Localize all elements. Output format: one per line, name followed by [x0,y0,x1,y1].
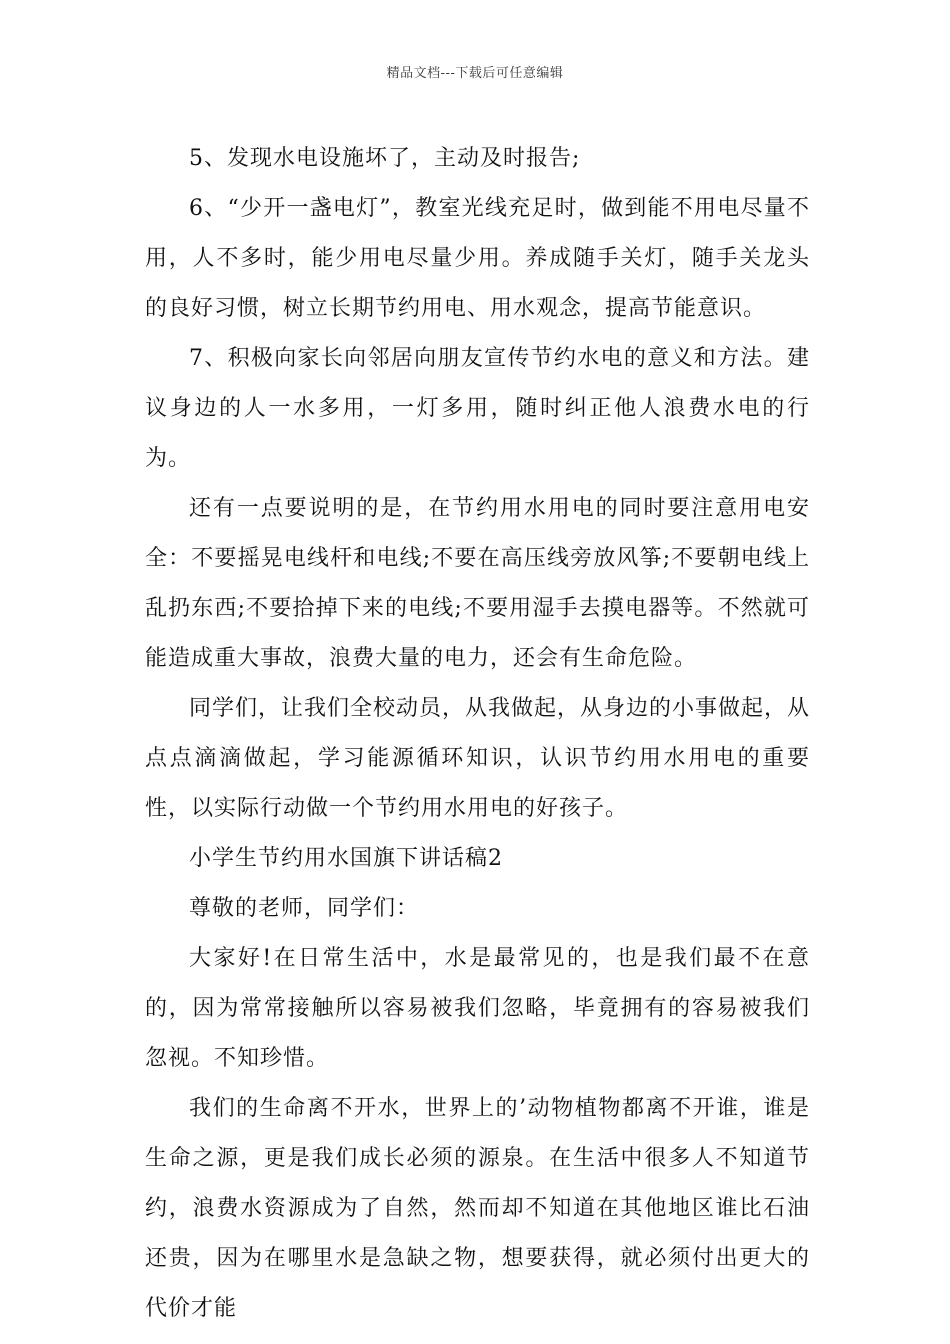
page-header: 精品文档---下载后可任意编辑 [386,66,564,81]
paragraph-safety-note: 还有一点要说明的是，在节约用水用电的同时要注意用电安全：不要摇晃电线杆和电线;不要在高压线旁放风筝;不要朝电线上乱扔东西;不要拾掉下来的电线;不要用湿手去摸电器等。不然就可能造成重大事故，浪费大量的电力，还会有生命危险。 [145,496,810,671]
paragraph-item-5: 5、发现水电设施坏了，主动及时报告; [189,146,581,171]
paragraph-call-to-action: 同学们，让我们全校动员，从我做起，从身边的小事做起，从点点滴滴做起，学习能源循环知识，认识节约用水用电的重要性，以实际行动做一个节约用水用电的好孩子。 [145,696,811,821]
paragraph-item-7: 7、积极向家长向邻居向朋友宣传节约水电的意义和方法。建议身边的人一水多用，一灯多用，随时纠正他人浪费水电的行为。 [145,346,810,471]
salutation: 尊敬的老师，同学们： [189,896,420,921]
document-body [145,134,810,1334]
paragraph-item-6: 6、“少开一盏电灯”，教室光线充足时，做到能不用电尽量不用，人不多时，能少用电尽量少用。养成随手关灯，随手关龙头的良好习惯，树立长期节约用电、用水观念，提高节能意识。 [145,196,810,321]
section-title: 小学生节约用水国旗下讲话稿2 [189,846,503,871]
paragraph-water-importance: 我们的生命离不开水，世界上的’动物植物都离不开谁，谁是生命之源，更是我们成长必须的源泉。在生活中很多人不知道节约，浪费水资源成为了自然，然而却不知道在其他地区谁比石油还贵，因为在哪里水是急缺之物，想要获得，就必须付出更大的代价才能 [145,1096,810,1321]
paragraph-greeting: 大家好!在日常生活中，水是最常见的，也是我们最不在意的，因为常常接触所以容易被我们忽略，毕竟拥有的容易被我们忽视。不知珍惜。 [145,946,810,1071]
